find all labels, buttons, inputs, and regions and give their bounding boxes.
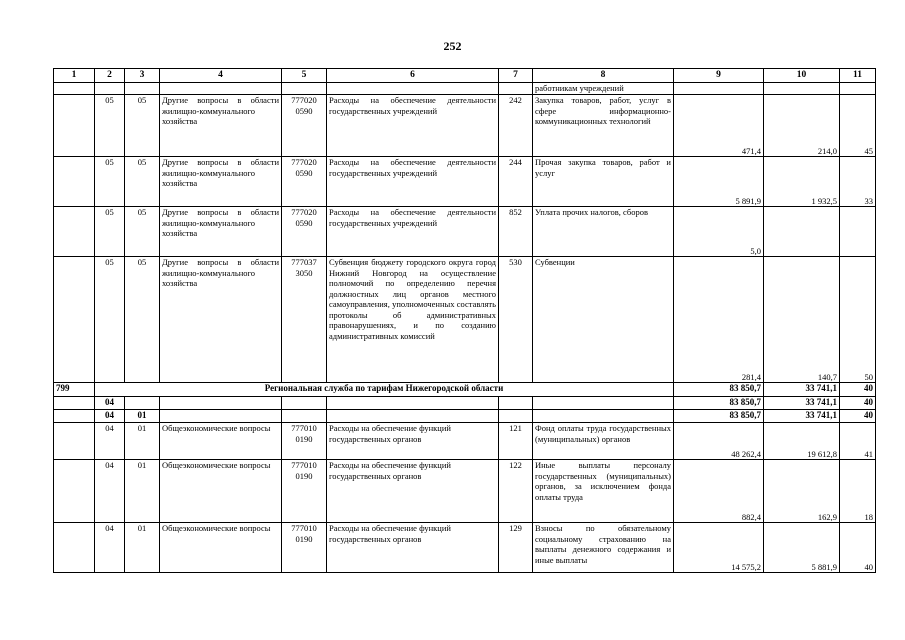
cell	[160, 397, 282, 410]
header-col-6: 6	[327, 69, 499, 83]
plan-amount-cell: 5 891,9	[674, 157, 764, 207]
header-col-5: 5	[282, 69, 327, 83]
plan-amount-cell: 83 850,7	[674, 383, 764, 397]
target-code-cell: 777010 0190	[282, 523, 327, 573]
cell	[54, 523, 95, 573]
subsection-name-cell: Другие вопросы в области жилищно-коммунального хозяйства	[160, 157, 282, 207]
header-col-8: 8	[533, 69, 674, 83]
section-code-cell: 04	[95, 410, 125, 423]
target-name-cell: Расходы на обеспечение функций государственных органов	[327, 460, 499, 523]
percent-cell: 40	[840, 410, 876, 423]
table-row	[54, 460, 876, 523]
expense-code-cell: 121	[499, 423, 533, 460]
cell	[533, 410, 674, 423]
cell	[282, 397, 327, 410]
cell	[54, 257, 95, 383]
table-row	[54, 95, 876, 157]
target-code-cell: 777020 0590	[282, 207, 327, 257]
plan-amount-cell: 882,4	[674, 460, 764, 523]
cell	[54, 83, 95, 95]
subsection-code-cell: 05	[125, 157, 160, 207]
expense-type-cell: работникам учреждений	[533, 83, 674, 95]
plan-amount-cell: 83 850,7	[674, 410, 764, 423]
section-code-cell: 799	[54, 383, 95, 397]
percent-cell: 18	[840, 460, 876, 523]
expense-code-cell: 852	[499, 207, 533, 257]
section-code-cell: 04	[95, 460, 125, 523]
expense-type-cell: Закупка товаров, работ, услуг в сфере информационно-коммуникационных технологий	[533, 95, 674, 157]
header-col-10: 10	[764, 69, 840, 83]
actual-amount-cell: 162,9	[764, 460, 840, 523]
header-col-2: 2	[95, 69, 125, 83]
expense-type-cell: Субвенции	[533, 257, 674, 383]
target-name-cell: Расходы на обеспечение деятельности государственных учреждений	[327, 95, 499, 157]
page-number: 252	[443, 39, 462, 53]
table-row	[54, 157, 876, 207]
actual-amount-cell: 5 881,9	[764, 523, 840, 573]
subsection-name-cell: Общеэкономические вопросы	[160, 423, 282, 460]
cell	[125, 83, 160, 95]
target-name-cell: Расходы на обеспечение деятельности государственных учреждений	[327, 157, 499, 207]
carry-over-row	[54, 83, 876, 95]
cell	[54, 423, 95, 460]
expense-code-cell: 242	[499, 95, 533, 157]
cell	[54, 397, 95, 410]
cell	[54, 95, 95, 157]
plan-amount-cell: 14 575,2	[674, 523, 764, 573]
target-name-cell: Субвенция бюджету городского округа город Нижний Новгород на осуществление полномочий по определению перечня должностных лиц органов местного самоуправления, уполномоченных составлять протоколы об административных правонарушениях, и по созданию административных комиссий	[327, 257, 499, 383]
cell	[54, 157, 95, 207]
expense-code-cell: 129	[499, 523, 533, 573]
actual-amount-cell: 214,0	[764, 95, 840, 157]
plan-amount-cell: 471,4	[674, 95, 764, 157]
percent-cell: 40	[840, 523, 876, 573]
percent-cell: 50	[840, 257, 876, 383]
expense-code-cell: 122	[499, 460, 533, 523]
header-row	[54, 69, 876, 83]
table-row	[54, 207, 876, 257]
header-col-3: 3	[125, 69, 160, 83]
section-code-cell: 05	[95, 157, 125, 207]
expense-type-cell: Уплата прочих налогов, сборов	[533, 207, 674, 257]
cell	[282, 83, 327, 95]
expense-type-cell: Иные выплаты персоналу государственных (муниципальных) органов, за исключением фонда оплаты труда	[533, 460, 674, 523]
target-name-cell: Расходы на обеспечение функций государственных органов	[327, 523, 499, 573]
cell	[327, 83, 499, 95]
section-total-row	[54, 383, 876, 397]
cell	[125, 397, 160, 410]
actual-amount-cell: 140,7	[764, 257, 840, 383]
cell	[54, 410, 95, 423]
header-col-9: 9	[674, 69, 764, 83]
cell	[499, 410, 533, 423]
plan-amount-cell: 281,4	[674, 257, 764, 383]
percent-cell: 40	[840, 383, 876, 397]
header-col-7: 7	[499, 69, 533, 83]
percent-cell	[840, 207, 876, 257]
subsection-total-row	[54, 397, 876, 410]
target-name-cell: Расходы на обеспечение функций государственных органов	[327, 423, 499, 460]
subsection-total-row	[54, 410, 876, 423]
cell	[282, 410, 327, 423]
actual-amount-cell: 19 612,8	[764, 423, 840, 460]
section-title: Региональная служба по тарифам Нижегородской области	[95, 383, 674, 397]
subsection-code-cell: 01	[125, 423, 160, 460]
target-code-cell: 777020 0590	[282, 157, 327, 207]
percent-cell: 41	[840, 423, 876, 460]
actual-amount-cell: 33 741,1	[764, 383, 840, 397]
cell	[499, 397, 533, 410]
subsection-code-cell: 05	[125, 207, 160, 257]
actual-amount-cell: 1 932,5	[764, 157, 840, 207]
expense-code-cell: 530	[499, 257, 533, 383]
target-code-cell: 777020 0590	[282, 95, 327, 157]
subsection-name-cell: Другие вопросы в области жилищно-коммунального хозяйства	[160, 95, 282, 157]
expense-type-cell: Взносы по обязательному социальному страхованию на выплаты денежного содержания и иные выплаты	[533, 523, 674, 573]
percent-cell: 33	[840, 157, 876, 207]
cell	[160, 83, 282, 95]
plan-amount-cell: 48 262,4	[674, 423, 764, 460]
table-row	[54, 257, 876, 383]
cell	[327, 410, 499, 423]
subsection-code-cell: 05	[125, 95, 160, 157]
section-code-cell: 04	[95, 397, 125, 410]
header-col-1: 1	[54, 69, 95, 83]
target-code-cell: 777010 0190	[282, 423, 327, 460]
plan-amount-cell: 5,0	[674, 207, 764, 257]
subsection-code-cell: 01	[125, 460, 160, 523]
subsection-code-cell: 05	[125, 257, 160, 383]
table-row	[54, 423, 876, 460]
actual-amount-cell: 33 741,1	[764, 397, 840, 410]
header-col-11: 11	[840, 69, 876, 83]
cell	[674, 83, 764, 95]
percent-cell: 40	[840, 397, 876, 410]
expense-code-cell: 244	[499, 157, 533, 207]
section-code-cell: 04	[95, 523, 125, 573]
cell	[533, 397, 674, 410]
target-name-cell: Расходы на обеспечение деятельности государственных учреждений	[327, 207, 499, 257]
section-code-cell: 05	[95, 95, 125, 157]
cell	[95, 83, 125, 95]
section-code-cell: 05	[95, 257, 125, 383]
expense-type-cell: Фонд оплаты труда государственных (муниципальных) органов	[533, 423, 674, 460]
section-code-cell: 05	[95, 207, 125, 257]
cell	[499, 83, 533, 95]
actual-amount-cell: 33 741,1	[764, 410, 840, 423]
percent-cell: 45	[840, 95, 876, 157]
subsection-name-cell: Общеэкономические вопросы	[160, 523, 282, 573]
subsection-name-cell: Общеэкономические вопросы	[160, 460, 282, 523]
section-code-cell: 04	[95, 423, 125, 460]
cell	[840, 83, 876, 95]
plan-amount-cell: 83 850,7	[674, 397, 764, 410]
cell	[327, 397, 499, 410]
target-code-cell: 777037 3050	[282, 257, 327, 383]
actual-amount-cell	[764, 207, 840, 257]
expense-type-cell: Прочая закупка товаров, работ и услуг	[533, 157, 674, 207]
table-row	[54, 523, 876, 573]
cell	[764, 83, 840, 95]
cell	[54, 460, 95, 523]
subsection-code-cell: 01	[125, 410, 160, 423]
table-header	[54, 69, 876, 83]
subsection-name-cell: Другие вопросы в области жилищно-коммунального хозяйства	[160, 207, 282, 257]
target-code-cell: 777010 0190	[282, 460, 327, 523]
budget-table	[53, 68, 876, 573]
subsection-code-cell: 01	[125, 523, 160, 573]
cell	[160, 410, 282, 423]
subsection-name-cell: Другие вопросы в области жилищно-коммунального хозяйства	[160, 257, 282, 383]
cell	[54, 207, 95, 257]
header-col-4: 4	[160, 69, 282, 83]
